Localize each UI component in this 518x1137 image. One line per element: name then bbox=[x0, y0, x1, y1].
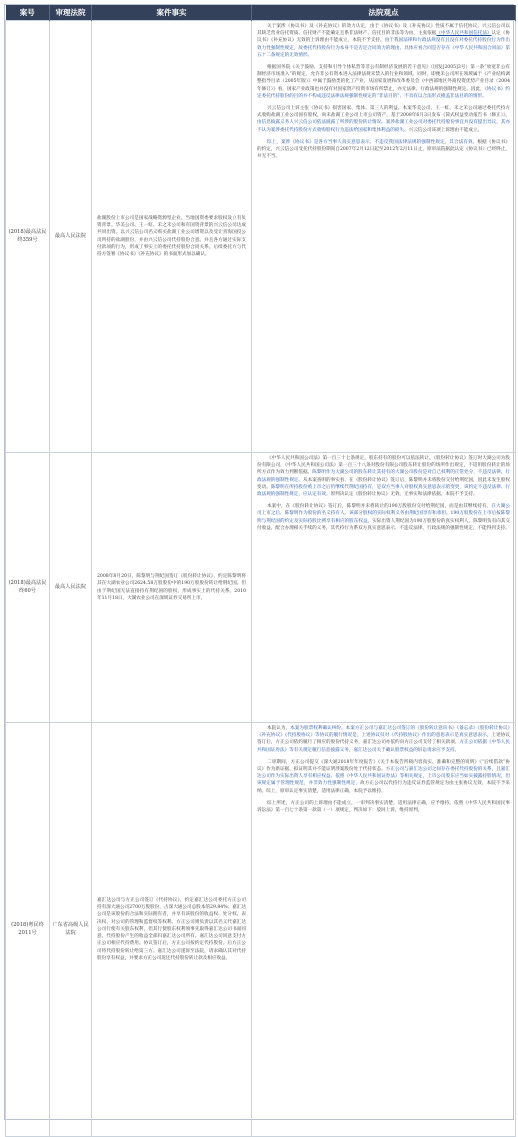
header-case-no: 案号 bbox=[6, 5, 50, 21]
opinion-paragraph: 本案中，在《股份转让协议》签订后，陈黎明并未将转让的190万股股份交付给荆纪国，而是由其继续持有。在大湖公司上市之后，陈黎明作为股份的名义持有人。该部分股权的实际权利义务由荆纪国享有和承担。190万股股份在上市后按陈黎明与荆纪国的约定及实际持股比例享有相应的股东权益。实际出资人荆纪国为190万股股份的真实权利人，陈黎明负有向其交付收益、配合办理相关手续的义务，其代持行为系双方真实意思表示，不违反法律、行政法规的强制性规定，不能得到支持。 bbox=[257, 504, 510, 531]
table-row bbox=[6, 723, 516, 1137]
table-row bbox=[6, 453, 516, 723]
opinion-paragraph: 综上，案涉《协议书》是各方当事人真实意思表示，不违反我国法律法规的强制性规定，其合法有效。根据《协议书》的约定，兴云信公司受托代持股份期间自2007年2月12日起至2012年2月11日止，原审法院据此认定《协议书》已经终止，并无不当。 bbox=[257, 139, 510, 160]
opinion-paragraph: 根据国务院《关于鼓励、支持和引导个体私营等非公有制经济发展的若干意见》（国发[2005]3号）第一条“放宽非公有制经济市场准入”的规定，允许非公有资本进入法律法规未禁入的行业和领域。同时，即便禾公司所在领域属于《产业结构调整指导目录（2005年版）》中属于鼓励类的化工产业，从国家发展和改革委员会《中西部地区外商投资优势产业目录（2004年修订）》看，国家产业政策也并没有对国家资产投资市场有所禁止，亦无法律、行政法规的强制性规定。因此，《协议书》约定委托代持股份的目的并不构成违反法律法规强制性规定的“非法目的”，不具有以合法形式掩盖非法目的的情形。 bbox=[257, 65, 510, 99]
header-facts: 案件事实 bbox=[92, 5, 252, 21]
court-opinion bbox=[252, 723, 516, 1137]
case-facts: 2008年8月20日，陈黎明与荆纪国签订《股份转让协议》，约定陈黎明将其在大湖农业公司2624.58万股股份中的190万股股份转让给荆纪国。但由于荆纪国无法直接持有荆纪国的股权，形成事实上的代持关系。2010年11月18日，大湖农业公司在深圳证券交易所上市。 bbox=[92, 453, 252, 723]
table-row bbox=[6, 21, 516, 453]
header-opinion: 法院观点 bbox=[252, 5, 516, 21]
case-facts: 盐湖股份上市公司是国家战略资源型企业，当地国资委要求股权设立有负资背景。华美公司、王一虹、禾之禾公司和有国资背景的兴云信公司达成共同出资。以兴云信公司名义购买盐湖工业公司增资以及受让青海国投公司所持的盐湖股份，并由兴云信公司代持股份合意。并且各方通过实际支付款项的行为，形成了事实上的委托代持股份合同关系。后续委托方与代持方签署《协议书》《补充协议》的书面形式加以确认。 bbox=[92, 21, 252, 453]
opinion-paragraph: 《中华人民共和国公司法》第一百三十七条规定，股东持有的股份可以依法转让。《股份转让协议》签订时大湖公司为股份有限公司，《中华人民共和国公司法》第一百三十八条对股份有限公司股东转让股份的场所作出规定，不适用股份转让的场所方式作为效力判断依据。陈黎明作为大湖公司的股东转让其持有的大湖公司股份是对自己权利的正常处分，不违反法律、行政法规的强制性规定。从本案查明的事实看，在《股份转让协议》签订后，陈黎明并未将股份交付给荆纪国，因此未发生股权变动。陈黎明在所持股份被上市之后仍继续代荆纪国持有，是双方当事人对股权真实意思表示的变更，该约定不违反法律、行政法规的强制性规定，应认定有效。原判决认定《股份转让协议》无效，无事实和法律依据，本院不予支持。 bbox=[257, 456, 510, 498]
case-number: (2018)最高法民终359号 bbox=[6, 21, 50, 453]
court-name: 广东省高级人民法院 bbox=[50, 723, 92, 1137]
case-number: (2018)最高法民终60号 bbox=[6, 453, 50, 723]
opinion-paragraph: 二审期间，方正公司提交《深大通2018年年度报告》《关于本报告所载内容真实、准确和完整的说明》《“后续借款”协议》作为新证据，拟证明其并不能证明涉案股份处于代持状态。方正公司与嘉汇达公司之间存在委托代持股份的关系，且嘉汇达公司作为实际出资人享有相应权益。依照《中华人民共和国证券法》等相关规定，上市公司股东应当如实披露持股情况，但该规定属于管理性规范，并非效力性强制性规定，故方正公司以代持行为违反证券监管规定为由主张协议无效，本院不予采纳。综上，原审认定事实清楚，适用法律正确，本院予以维持。 bbox=[257, 759, 510, 794]
court-name: 最高人民法院 bbox=[50, 21, 92, 453]
opinion-paragraph: 关于案涉《协议书》及《补充协议》的效力认定，由于《协议书》及《补充协议》性质不属于信托协议，兴云信公司以其缺乏营业信托资质、信托财产不能确定且系非法财产、信托目的非法等为由，主张依据《中华人民共和国信托法》认定《协议书》《补充协议》无效的上诉理由不能成立，本院不予支持。由于我国法律和行政法规没有且没有对委托代持股份行为作出效力性强制性规定，故委托代持股份行为本身不是否定合同效力的理由，具体应看合同是否存在《中华人民共和国合同法》第五十二条规定的无效情形。 bbox=[257, 24, 511, 58]
court-opinion bbox=[252, 453, 516, 723]
header-court: 审理法院 bbox=[50, 5, 92, 21]
case-table bbox=[5, 5, 516, 1137]
case-facts: 嘉汇达公司与方正公司签订《代持协议》，约定嘉汇达公司委托方正公司持有深大通公司2700万股股份，占深大通公司总股本的29.84%；嘉汇达公司是该股份的合法和实际拥有者，并享有该股份的收益权、处分权、表决权、对公司的管理和监督权等权利。方正公司则负责以其名义代嘉汇达公司行使有关股东权利，但其行使股东权利须事先取得嘉汇达公司书面同意，代持股份产生的收益全部归嘉汇达公司所有。嘉汇达公司同意支付方正公司相应代持费用。协议签订后，方正公司按约定代持股份。后方正公司将代持股份转让给第三方。嘉汇达公司遂诉至法院，请求确认其对代持股份享有权益，并要求方正公司返还代持股份转让款及相应收益。 bbox=[92, 723, 252, 1137]
court-name: 最高人民法院 bbox=[50, 453, 92, 723]
case-table-container bbox=[4, 4, 514, 1120]
table-header bbox=[6, 5, 516, 21]
case-number: (2018)粤民终2011号 bbox=[6, 723, 50, 1137]
opinion-paragraph: 综上所述，方正公司的上诉理由不能成立，一审判决事实清楚，适用法律正确，应予维持。依照《中华人民共和国民事诉讼法》第一百七十条第一款第（一）项规定，判决如下：驳回上诉，维持原判。 bbox=[257, 800, 510, 814]
opinion-paragraph: 兴云信公司上诉主张《协议书》损害国家、集体、第三人的利益。本案华美公司、王一虹、禾之禾公司通过委托代持方式收购盐湖工业公司国有股权，尚未盐湖工业公司上市公司资产，基于2008年6月3日发布《简式权益变动报告书（修正）》，由信息披露义务人兴云信公司依法披露了所涉的股份转让情况。案涉盐湖工业公司对委托代持股份事宜并没有提出异议，其亦不认为案涉委托代持股份方式收购股权行为违法给国家和集体利益的损失。兴云信公司该项上诉理由不能成立。 bbox=[257, 106, 510, 133]
court-opinion bbox=[252, 21, 516, 453]
opinion-paragraph: 本院认为，本案为股票权利确认纠纷。本案方正公司与嘉汇达公司签订的《股份转让意向书》《备忘录》《股份转让协议》《补充协议》《代持股协议》等协议的履行情况是，上述协议仅对《代持股协议》作出的意思表示是真实意思表示，上述协议签订后，方正公司依约履行了相应的股份代持义务，嘉汇达公司亦依约向方正公司支付了相关款项。方正公司依据《中华人民共和国证券法》等有关规定履行信息披露义务，嘉汇达公司关于确认股票权益的诉讼请求应予支持。 bbox=[257, 726, 510, 753]
